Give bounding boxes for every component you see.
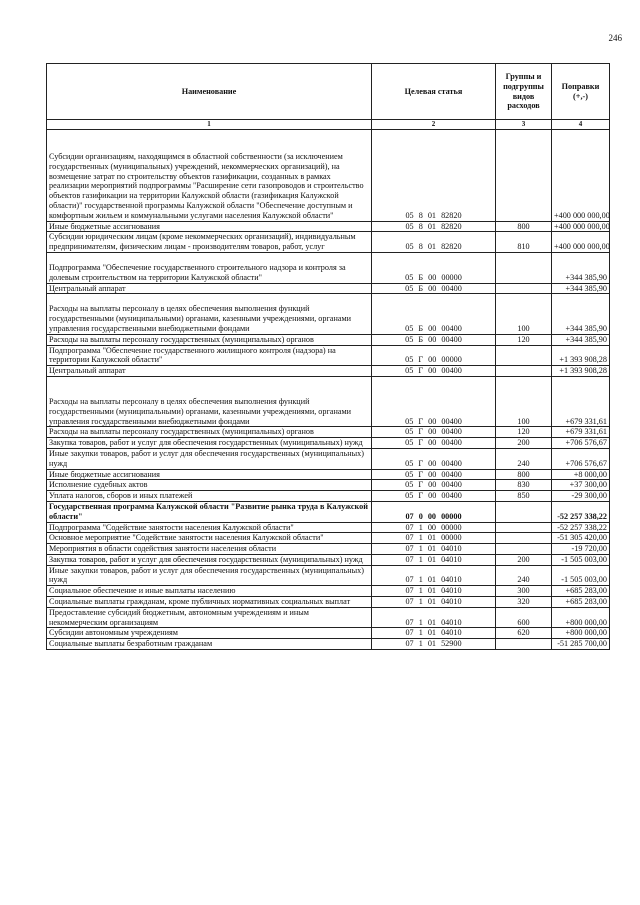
table-row [47, 544, 610, 555]
row-amount-cell: +800 000,00 [552, 607, 610, 628]
row-code-cell: 07 1 01 04010 [372, 586, 496, 597]
row-amount-cell: +679 331,61 [552, 376, 610, 426]
row-name-cell: Подпрограмма "Обеспечение государственного жилищного контроля (надзора) на территории Калужской области" [47, 345, 372, 366]
row-amount-cell: +344 385,90 [552, 334, 610, 345]
row-group-cell: 320 [496, 597, 552, 608]
row-code-cell: 05 Г 00 00400 [372, 376, 496, 426]
row-name-cell: Иные закупки товаров, работ и услуг для обеспечения государственных (муниципальных) нужд [47, 448, 372, 469]
table-row [47, 469, 610, 480]
row-code-cell: 05 Б 00 00400 [372, 294, 496, 334]
row-group-cell [496, 522, 552, 533]
row-name-cell: Иные закупки товаров, работ и услуг для обеспечения государственных (муниципальных) нужд [47, 565, 372, 586]
row-amount-cell: +706 576,67 [552, 438, 610, 449]
row-group-cell: 200 [496, 554, 552, 565]
row-group-cell: 600 [496, 607, 552, 628]
table-row [47, 427, 610, 438]
row-name-cell: Социальные выплаты безработным гражданам [47, 639, 372, 650]
row-amount-cell: +1 393 908,28 [552, 366, 610, 377]
table-row [47, 628, 610, 639]
row-name-cell: Закупка товаров, работ и услуг для обеспечения государственных (муниципальных) нужд [47, 554, 372, 565]
row-name-cell: Субсидии организациям, находящимся в областной собственности (за исключением государственных (муниципальных) учреждений, некоммерческих организаций), на возмещение затрат по строительству объектов газификации, созданных в рамках реализации мероприятий подпрограммы "Расширение сети газопроводов и строительство объектов газификации на территории Калужской области (газификация Калужской области)" государственной программы Калужской области "Обеспечение доступным и комфортным жильем и коммунальными услугами населения Калужской области" [47, 130, 372, 222]
row-code-cell: 05 Г 00 00400 [372, 469, 496, 480]
row-name-cell: Государственная программа Калужской области "Развитие рынка труда в Калужской области" [47, 501, 372, 522]
table-row [47, 586, 610, 597]
row-group-cell [496, 533, 552, 544]
row-amount-cell: +37 300,00 [552, 480, 610, 491]
row-code-cell: 07 1 01 00000 [372, 533, 496, 544]
row-name-cell: Центральный аппарат [47, 283, 372, 294]
table-row [47, 491, 610, 502]
row-code-cell: 05 Б 00 00400 [372, 334, 496, 345]
table-row [47, 565, 610, 586]
row-amount-cell: +400 000 000,00 [552, 232, 610, 253]
row-name-cell: Исполнение судебных актов [47, 480, 372, 491]
table-row [47, 554, 610, 565]
column-number: 4 [552, 120, 610, 130]
row-amount-cell: +679 331,61 [552, 427, 610, 438]
row-code-cell: 07 0 00 00000 [372, 501, 496, 522]
row-amount-cell: +8 000,00 [552, 469, 610, 480]
table-row [47, 480, 610, 491]
row-group-cell: 100 [496, 294, 552, 334]
table-header-row [47, 64, 610, 120]
table-row [47, 438, 610, 449]
row-group-cell [496, 639, 552, 650]
row-code-cell: 05 Г 00 00400 [372, 480, 496, 491]
row-name-cell: Субсидии автономным учреждениям [47, 628, 372, 639]
page-number: 246 [608, 33, 622, 43]
row-group-cell: 800 [496, 469, 552, 480]
row-amount-cell: -1 505 003,00 [552, 554, 610, 565]
row-amount-cell: +344 385,90 [552, 252, 610, 283]
table-row [47, 252, 610, 283]
row-name-cell: Расходы на выплаты персоналу государственных (муниципальных) органов [47, 427, 372, 438]
row-name-cell: Закупка товаров, работ и услуг для обеспечения государственных (муниципальных) нужд [47, 438, 372, 449]
row-amount-cell: +400 000 000,00 [552, 130, 610, 222]
row-code-cell: 07 1 01 04010 [372, 565, 496, 586]
row-name-cell: Подпрограмма "Обеспечение государственного строительного надзора и контроля за долевым строительством на территории Калужской области" [47, 252, 372, 283]
row-amount-cell: +344 385,90 [552, 294, 610, 334]
row-code-cell: 05 Б 00 00000 [372, 252, 496, 283]
row-code-cell: 07 1 01 04010 [372, 544, 496, 555]
row-amount-cell: +1 393 908,28 [552, 345, 610, 366]
row-amount-cell: +685 283,00 [552, 586, 610, 597]
row-group-cell: 300 [496, 586, 552, 597]
row-code-cell: 07 1 01 04010 [372, 607, 496, 628]
row-code-cell: 05 Б 00 00400 [372, 283, 496, 294]
row-name-cell: Социальное обеспечение и иные выплаты населению [47, 586, 372, 597]
row-amount-cell: +344 385,90 [552, 283, 610, 294]
row-code-cell: 07 1 00 00000 [372, 522, 496, 533]
row-code-cell: 07 1 01 04010 [372, 628, 496, 639]
table-row [47, 283, 610, 294]
row-code-cell: 05 8 01 82820 [372, 232, 496, 253]
row-code-cell: 05 Г 00 00400 [372, 448, 496, 469]
row-name-cell: Мероприятия в области содействия занятости населения области [47, 544, 372, 555]
header-code: Целевая статья [372, 64, 496, 120]
row-amount-cell: -51 305 420,00 [552, 533, 610, 544]
row-group-cell: 850 [496, 491, 552, 502]
row-group-cell: 200 [496, 438, 552, 449]
row-group-cell: 120 [496, 334, 552, 345]
row-group-cell: 240 [496, 565, 552, 586]
header-amount: Поправки (+,-) [552, 64, 610, 120]
row-amount-cell: -52 257 338,22 [552, 501, 610, 522]
row-group-cell: 120 [496, 427, 552, 438]
row-group-cell [496, 283, 552, 294]
row-amount-cell: -29 300,00 [552, 491, 610, 502]
row-name-cell: Социальные выплаты гражданам, кроме публичных нормативных социальных выплат [47, 597, 372, 608]
row-code-cell: 05 Г 00 00400 [372, 427, 496, 438]
row-name-cell: Субсидии юридическим лицам (кроме некоммерческих организаций), индивидуальным предпринимателям, физическим лицам - производителям товаров, работ, услуг [47, 232, 372, 253]
row-amount-cell: +400 000 000,00 [552, 221, 610, 232]
table-row [47, 130, 610, 222]
table-row [47, 597, 610, 608]
row-group-cell [496, 501, 552, 522]
row-group-cell: 810 [496, 232, 552, 253]
row-amount-cell: -51 285 700,00 [552, 639, 610, 650]
row-code-cell: 05 8 01 82820 [372, 221, 496, 232]
table-row [47, 533, 610, 544]
table-row [47, 232, 610, 253]
budget-amendments-table [46, 63, 610, 650]
row-code-cell: 05 8 01 82820 [372, 130, 496, 222]
row-code-cell: 07 1 01 04010 [372, 554, 496, 565]
row-amount-cell: -19 720,00 [552, 544, 610, 555]
table-row [47, 522, 610, 533]
column-number: 1 [47, 120, 372, 130]
row-name-cell: Центральный аппарат [47, 366, 372, 377]
row-group-cell: 800 [496, 221, 552, 232]
table-row [47, 334, 610, 345]
row-group-cell: 830 [496, 480, 552, 491]
row-group-cell: 620 [496, 628, 552, 639]
table-row [47, 607, 610, 628]
row-name-cell: Основное мероприятие "Содействие занятости населения Калужской области" [47, 533, 372, 544]
column-number-row [47, 120, 610, 130]
row-amount-cell: -52 257 338,22 [552, 522, 610, 533]
row-code-cell: 07 1 01 52900 [372, 639, 496, 650]
row-group-cell [496, 252, 552, 283]
row-name-cell: Иные бюджетные ассигнования [47, 469, 372, 480]
table-row [47, 294, 610, 334]
row-name-cell: Подпрограмма "Содействие занятости населения Калужской области" [47, 522, 372, 533]
row-group-cell: 240 [496, 448, 552, 469]
row-amount-cell: -1 505 003,00 [552, 565, 610, 586]
row-group-cell: 100 [496, 376, 552, 426]
table-row [47, 448, 610, 469]
row-amount-cell: +800 000,00 [552, 628, 610, 639]
row-name-cell: Предоставление субсидий бюджетным, автономным учреждениям и иным некоммерческим организациям [47, 607, 372, 628]
table-row [47, 345, 610, 366]
row-amount-cell: +685 283,00 [552, 597, 610, 608]
row-group-cell [496, 544, 552, 555]
row-code-cell: 07 1 01 04010 [372, 597, 496, 608]
row-group-cell [496, 130, 552, 222]
table-row [47, 501, 610, 522]
row-name-cell: Иные бюджетные ассигнования [47, 221, 372, 232]
header-name: Наименование [47, 64, 372, 120]
row-name-cell: Расходы на выплаты персоналу в целях обеспечения выполнения функций государственными (муниципальными) органами, казенными учреждениями, органами управления государственными внебюджетными фондами [47, 294, 372, 334]
table-row [47, 639, 610, 650]
row-code-cell: 05 Г 00 00400 [372, 366, 496, 377]
header-group: Группы и подгруппы видов расходов [496, 64, 552, 120]
row-group-cell [496, 345, 552, 366]
column-number: 3 [496, 120, 552, 130]
table-row [47, 376, 610, 426]
row-name-cell: Уплата налогов, сборов и иных платежей [47, 491, 372, 502]
table-row [47, 221, 610, 232]
row-name-cell: Расходы на выплаты персоналу государственных (муниципальных) органов [47, 334, 372, 345]
row-name-cell: Расходы на выплаты персоналу в целях обеспечения выполнения функций государственными (муниципальными) органами, казенными учреждениями, органами управления государственными внебюджетными фондами [47, 376, 372, 426]
row-amount-cell: +706 576,67 [552, 448, 610, 469]
row-group-cell [496, 366, 552, 377]
row-code-cell: 05 Г 00 00400 [372, 438, 496, 449]
row-code-cell: 05 Г 00 00000 [372, 345, 496, 366]
table-row [47, 366, 610, 377]
column-number: 2 [372, 120, 496, 130]
row-code-cell: 05 Г 00 00400 [372, 491, 496, 502]
